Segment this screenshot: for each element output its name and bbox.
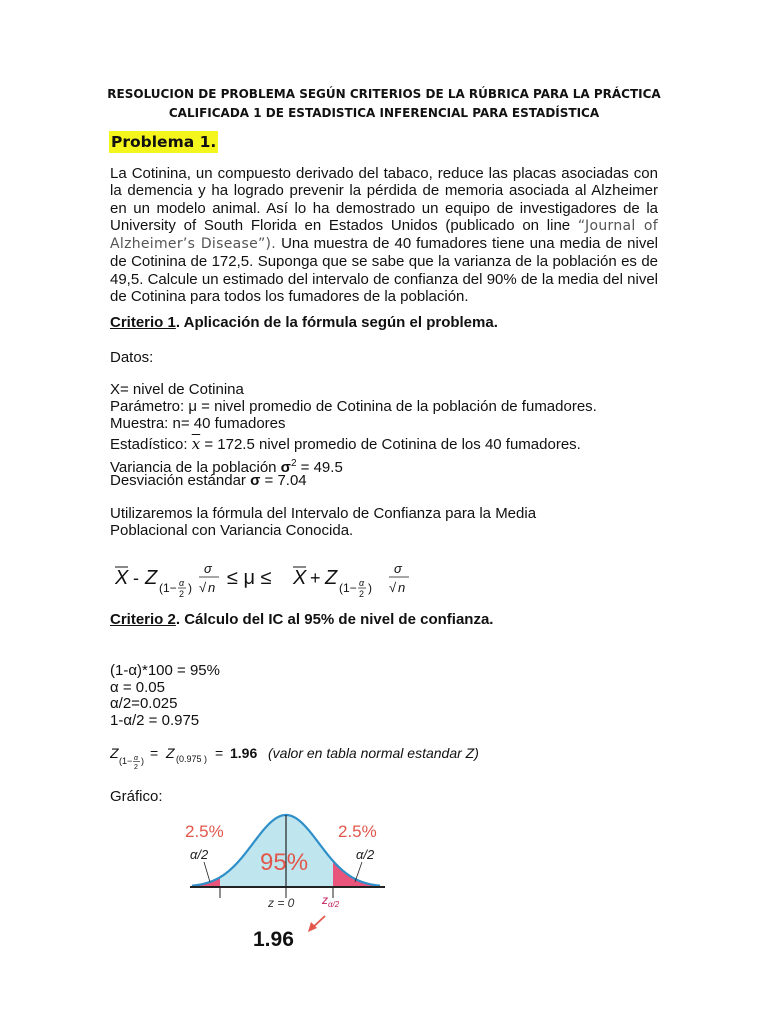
critical-z-label: $z_{\alpha/2}$ — [322, 893, 340, 909]
sigma-squared-symbol: $\sigma^2$ — [280, 458, 297, 476]
svg-text:(1−: (1− — [159, 581, 177, 595]
svg-text:X: X — [293, 567, 307, 589]
svg-text:2: 2 — [179, 589, 185, 599]
calc-line-4: 1-α/2 = 0.975 — [110, 712, 200, 729]
critical-value-label: 1.96 — [253, 928, 294, 951]
svg-text:√: √ — [199, 580, 207, 595]
svg-text:α: α — [359, 578, 365, 588]
left-alpha-pointer — [204, 862, 210, 882]
criterio-2-text: . Cálculo del IC al 95% de nivel de confianza. — [175, 611, 494, 628]
problem-statement — [110, 165, 658, 305]
desviacion-prefix: Desviación estándar — [110, 472, 251, 489]
datos-parametro: Parámetro: μ = nivel promedio de Cotinina de la población de fumadores. — [110, 398, 597, 415]
calc-line-1: (1-α)*100 = 95% — [110, 662, 220, 679]
svg-text:(1−: (1− — [339, 581, 357, 595]
svg-text:α: α — [179, 578, 185, 588]
svg-text:=: = — [215, 745, 224, 761]
svg-text:2: 2 — [359, 589, 365, 599]
svg-text:n: n — [208, 580, 216, 595]
z-table-note: (valor en tabla normal estandar Z) — [268, 745, 479, 761]
svg-text:Z: Z — [145, 567, 158, 589]
center-percent: 95% — [260, 849, 309, 876]
right-alpha-label: α/2 — [356, 847, 375, 862]
svg-text:σ: σ — [394, 561, 402, 576]
grafico-label: Gráfico: — [110, 788, 163, 805]
svg-text:√: √ — [389, 580, 397, 595]
svg-text:): ) — [368, 581, 372, 595]
estadistico-prefix: Estadístico: — [110, 436, 192, 453]
criterio-1-heading — [110, 314, 498, 331]
svg-text:n: n — [398, 580, 406, 595]
criterio-2-heading — [110, 611, 493, 628]
document-title — [0, 85, 768, 123]
datos-label: Datos: — [110, 349, 154, 366]
datos-muestra: Muestra: n= 40 fumadores — [110, 415, 286, 432]
sigma-symbol: σ — [250, 472, 261, 489]
xbar-symbol: $\overline{x}$ — [191, 435, 201, 453]
z-formula-svg — [110, 742, 530, 774]
title-line-2: CALIFICADA 1 DE ESTADISTICA INFERENCIAL PARA ESTADÍSTICA — [168, 106, 600, 120]
title-line-1: RESOLUCION DE PROBLEMA SEGÚN CRITERIOS DE LA RÚBRICA PARA LA PRÁCTICA — [107, 87, 661, 101]
z-critical-value: 1.96 — [230, 745, 258, 761]
datos-estadistico — [110, 436, 581, 453]
svg-text:(0.975 ): (0.975 ) — [176, 754, 208, 764]
right-alpha-pointer — [355, 862, 362, 882]
desviacion-suffix: = 7.04 — [260, 472, 307, 489]
svg-text:(1−: (1− — [119, 756, 133, 766]
criterio-2-label: Criterio 2 — [110, 611, 176, 628]
svg-text:Z: Z — [325, 567, 338, 589]
right-tail-area — [333, 861, 380, 887]
svg-text:X: X — [115, 567, 129, 589]
svg-text:2: 2 — [134, 764, 138, 771]
svg-text:≤ μ ≤: ≤ μ ≤ — [227, 567, 272, 589]
datos-x: X= nivel de Cotinina — [110, 381, 244, 398]
calc-line-2: α = 0.05 — [110, 679, 165, 696]
formula-svg — [115, 560, 435, 610]
svg-text:-: - — [133, 568, 139, 588]
datos-desviacion — [110, 472, 307, 489]
estadistico-suffix: = 172.5 nivel promedio de Cotinina de los 40 fumadores. — [200, 436, 581, 453]
varianza-suffix: = 49.5 — [296, 459, 343, 476]
svg-text:): ) — [188, 581, 192, 595]
criterio-1-text: . Aplicación de la fórmula según el problema. — [175, 314, 498, 331]
svg-text:α: α — [134, 755, 138, 762]
calc-line-3: α/2=0.025 — [110, 695, 178, 712]
right-tail-percent: 2.5% — [338, 822, 377, 841]
criterio-1-label: Criterio 1 — [110, 314, 176, 331]
problem-heading: Problema 1. — [111, 133, 217, 151]
svg-text:=: = — [150, 745, 159, 761]
problem-text-1: La Cotinina, un compuesto derivado del tabaco, reduce las placas asociadas con la demencia y ha logrado prevenir la pérdida de memoria asociada al Alzheimer en un modelo animal. Así lo ha demostrado un equipo de investigadores de la University of South Florida en Estados Unidos (publicado on line — [110, 165, 658, 234]
problem-text-2: Una muestra de 40 fumadores tiene una media de nivel de Cotinina de 172,5. Suponga que se sabe que la varianza de la población es de 49,5. Calcule un estimado del intervalo de confianza del 90% de la media del nivel de Cotinina para todos los fumadores de la población. — [110, 235, 658, 306]
journal-name: “Journal of Alzheimer’s Disease”). — [110, 217, 659, 253]
normal-distribution-chart — [180, 810, 410, 960]
svg-text:σ: σ — [204, 561, 212, 576]
center-axis-label: z = 0 — [268, 896, 295, 910]
z-value-formula — [110, 742, 530, 778]
svg-text:Z: Z — [110, 745, 119, 761]
svg-text:Z: Z — [166, 745, 175, 761]
utilizaremos-line-2: Poblacional con Variancia Conocida. — [110, 522, 354, 539]
svg-text:): ) — [141, 756, 144, 766]
varianza-prefix: Variancia de la población — [110, 459, 281, 476]
left-alpha-label: α/2 — [190, 847, 209, 862]
svg-text:+: + — [310, 568, 321, 588]
left-tail-percent: 2.5% — [185, 822, 224, 841]
utilizaremos-line-1: Utilizaremos la fórmula del Intervalo de Confianza para la Media — [110, 505, 537, 522]
confidence-interval-formula — [115, 560, 435, 615]
